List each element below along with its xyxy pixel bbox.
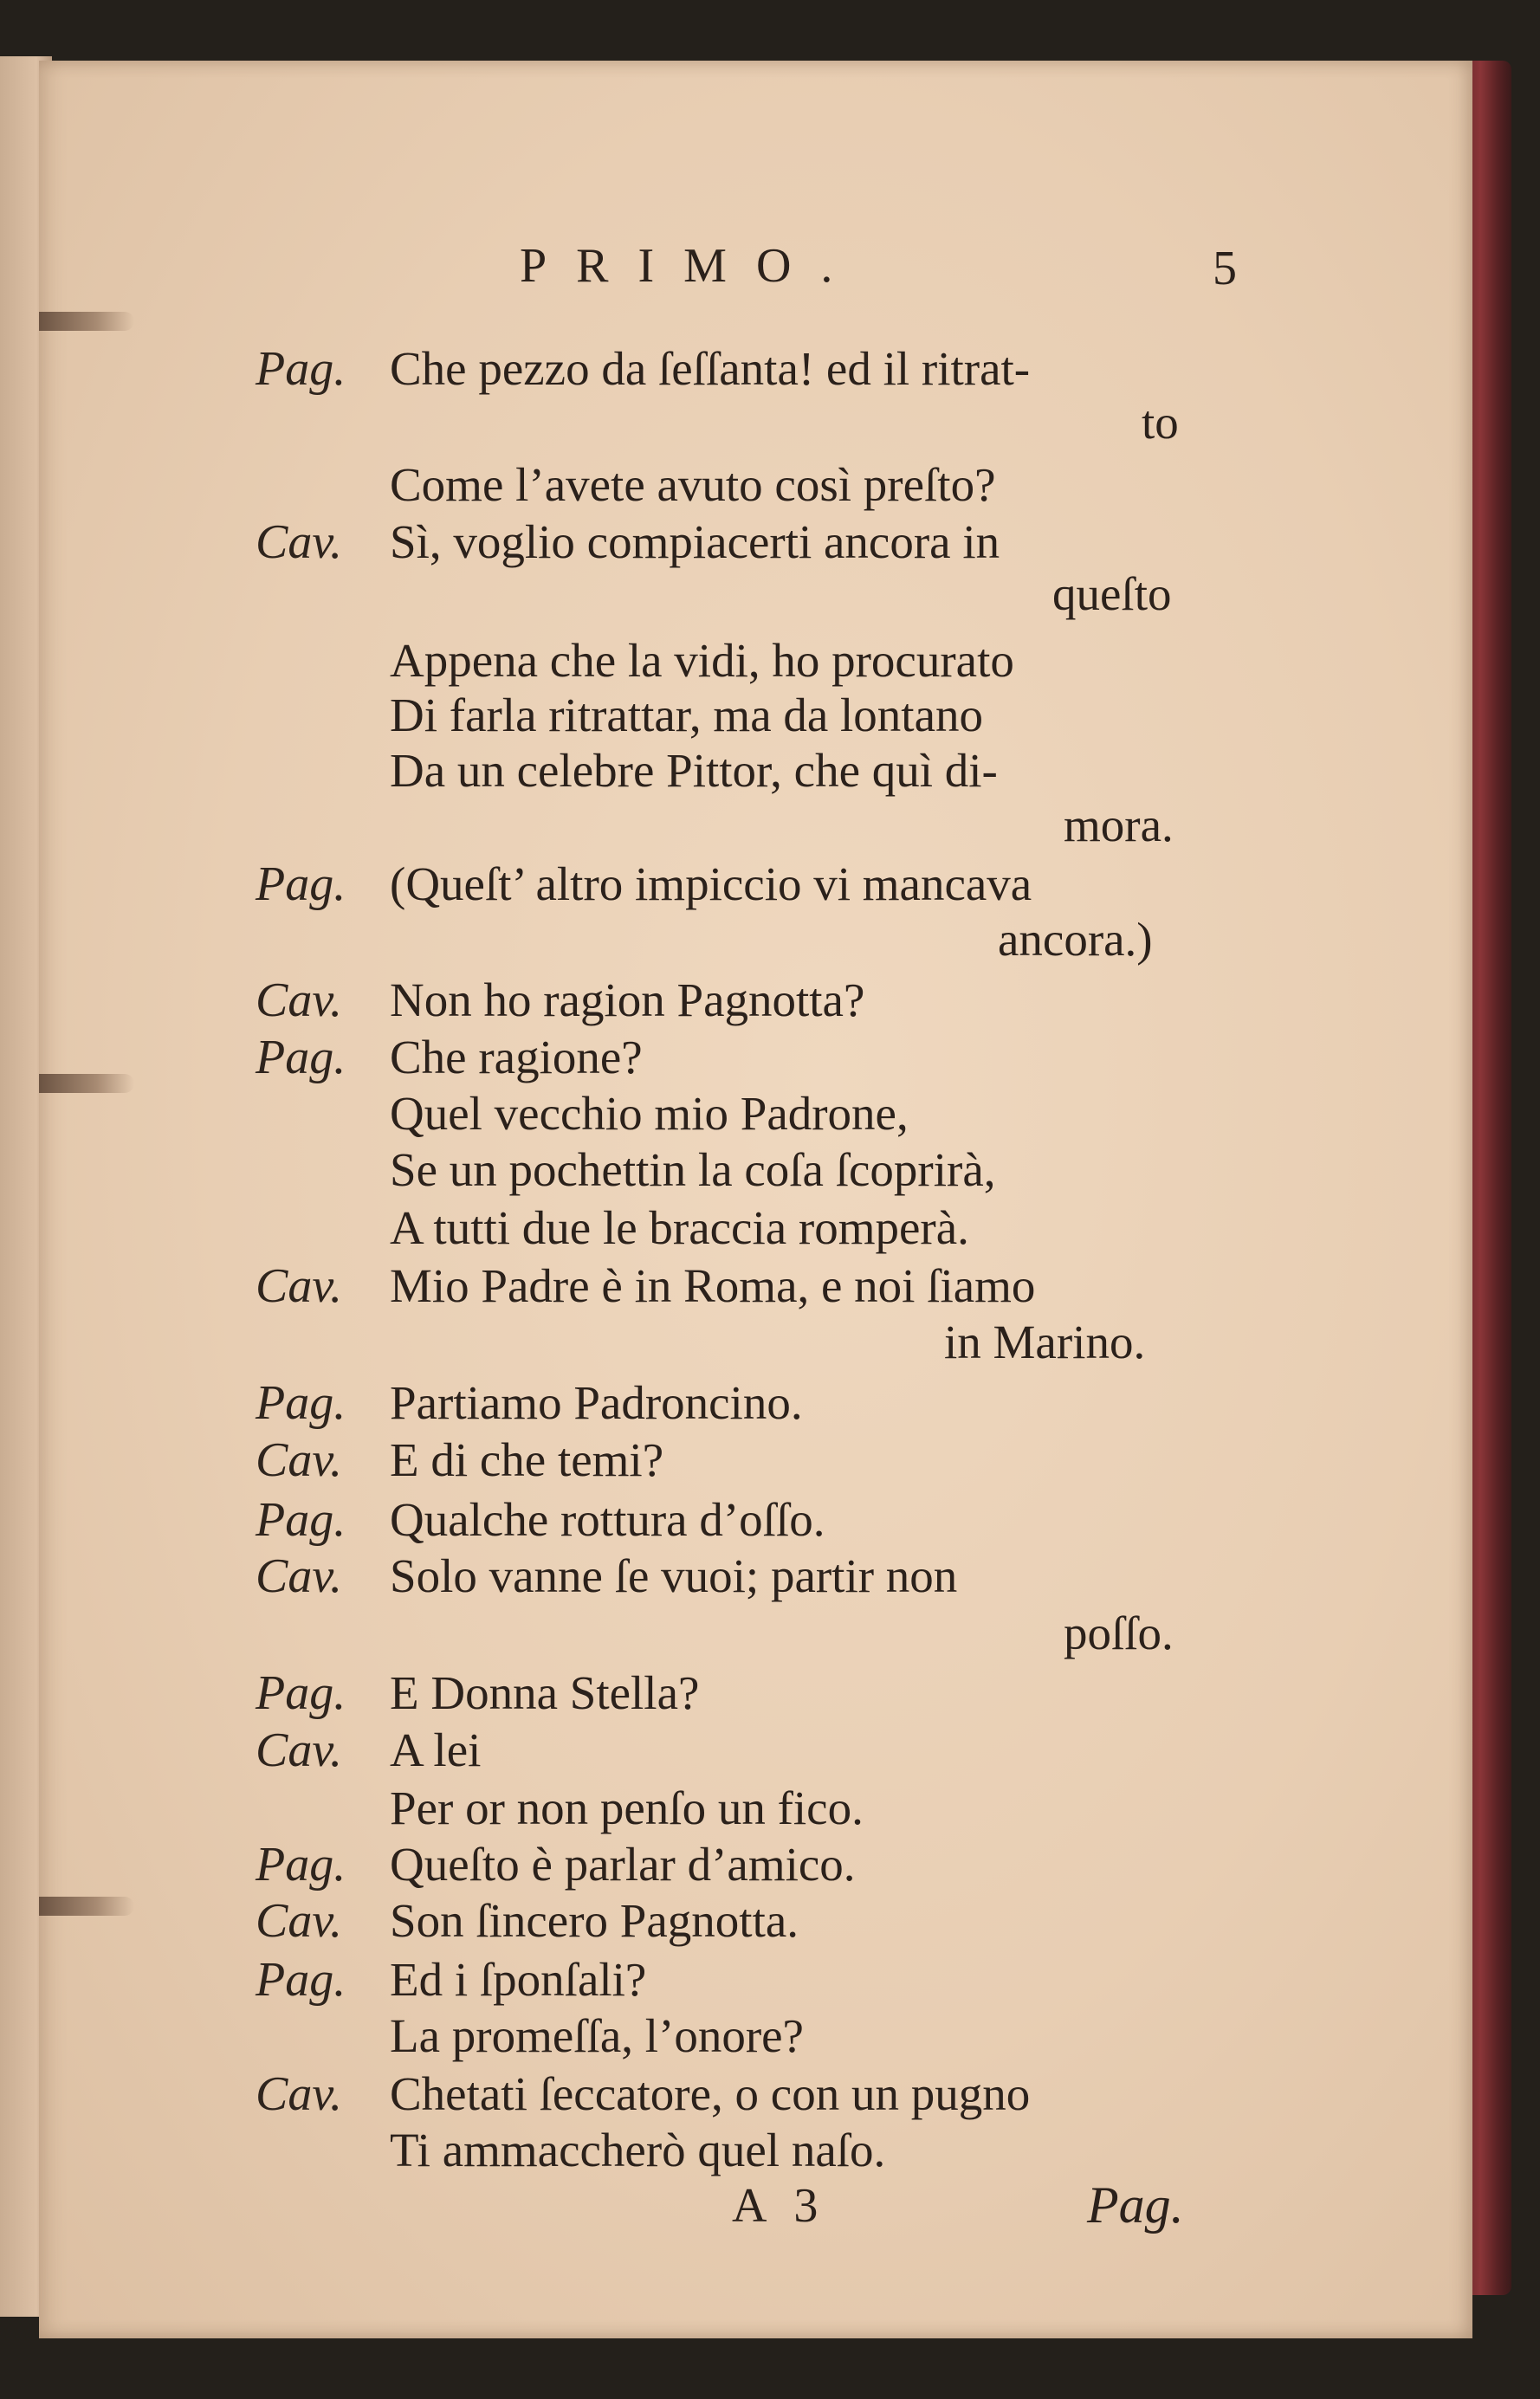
line-text: A lei: [390, 1723, 482, 1776]
line-text: Son ſincero Pagnotta.: [390, 1894, 799, 1947]
speaker-label: Pag.: [256, 1953, 346, 2007]
speaker-label: Cav.: [256, 2067, 343, 2121]
continuation-text: ancora.): [998, 913, 1153, 966]
binding-stitch-hole: [39, 1074, 134, 1093]
continuation-text: in Marino.: [944, 1316, 1146, 1368]
line-text: Come l’avete avuto così preſto?: [390, 458, 996, 511]
line-text: Sì, voglio compiacerti ancora in: [390, 515, 1000, 568]
line-text: E di che temi?: [390, 1433, 664, 1486]
speaker-label: Pag.: [256, 342, 346, 396]
line-text: Mio Padre è in Roma, e noi ſiamo: [390, 1259, 1036, 1312]
line-text: Chetati ſeccatore, o con un pugno: [390, 2067, 1031, 2120]
line-text: Solo vanne ſe vuoi; partir non: [390, 1549, 958, 1602]
line-text: Se un pochettin la coſa ſcoprirà,: [390, 1143, 996, 1196]
running-title: PRIMO.: [520, 239, 863, 293]
line-text: Partiamo Padroncino.: [390, 1376, 803, 1429]
line-text: Appena che la vidi, ho procurato: [390, 634, 1014, 687]
speaker-label: Cav.: [256, 973, 343, 1027]
continuation-text: queſto: [1052, 567, 1172, 620]
line-text: E Donna Stella?: [390, 1666, 700, 1719]
line-text: Quel vecchio mio Padrone,: [390, 1087, 909, 1140]
page-number: 5: [1213, 242, 1237, 295]
continuation-text: to: [1142, 396, 1179, 449]
speaker-label: Pag.: [256, 1031, 346, 1084]
speaker-label: Cav.: [256, 1433, 343, 1487]
line-text: La promeſſa, l’onore?: [390, 2009, 804, 2062]
line-text: Che pezzo da ſeſſanta! ed il ritrat-: [390, 342, 1031, 395]
line-text: Non ho ragion Pagnotta?: [390, 973, 865, 1026]
line-text: Qualche rottura d’oſſo.: [390, 1493, 825, 1546]
line-text: Che ragione?: [390, 1031, 643, 1083]
speaker-label: Cav.: [256, 515, 343, 569]
line-text: A tutti due le braccia romperà.: [390, 1201, 969, 1254]
continuation-text: poſſo.: [1064, 1607, 1174, 1659]
speaker-label: Pag.: [256, 1493, 346, 1547]
catchword: Pag.: [1087, 2176, 1184, 2234]
speaker-label: Cav.: [256, 1894, 343, 1948]
line-text: (Queſt’ altro impiccio vi mancava: [390, 857, 1032, 910]
speaker-label: Pag.: [256, 857, 346, 911]
speaker-label: Pag.: [256, 1666, 346, 1720]
speaker-label: Cav.: [256, 1259, 343, 1313]
line-text: Per or non penſo un fico.: [390, 1781, 864, 1834]
speaker-label: Cav.: [256, 1723, 343, 1777]
book-page: [39, 61, 1472, 2338]
speaker-label: Pag.: [256, 1376, 346, 1430]
binding-stitch-hole: [39, 312, 134, 331]
line-text: Da un celebre Pittor, che quì di-: [390, 744, 998, 797]
line-text: Ed i ſponſali?: [390, 1953, 647, 2006]
binding-stitch-hole: [39, 1897, 134, 1916]
line-text: Ti ammaccherò quel naſo.: [390, 2124, 886, 2176]
line-text: Di farla ritrattar, ma da lontano: [390, 689, 984, 741]
speaker-label: Pag.: [256, 1838, 346, 1891]
signature-mark: A 3: [732, 2179, 827, 2233]
speaker-label: Cav.: [256, 1549, 343, 1603]
line-text: Queſto è parlar d’amico.: [390, 1838, 856, 1891]
continuation-text: mora.: [1064, 799, 1174, 851]
